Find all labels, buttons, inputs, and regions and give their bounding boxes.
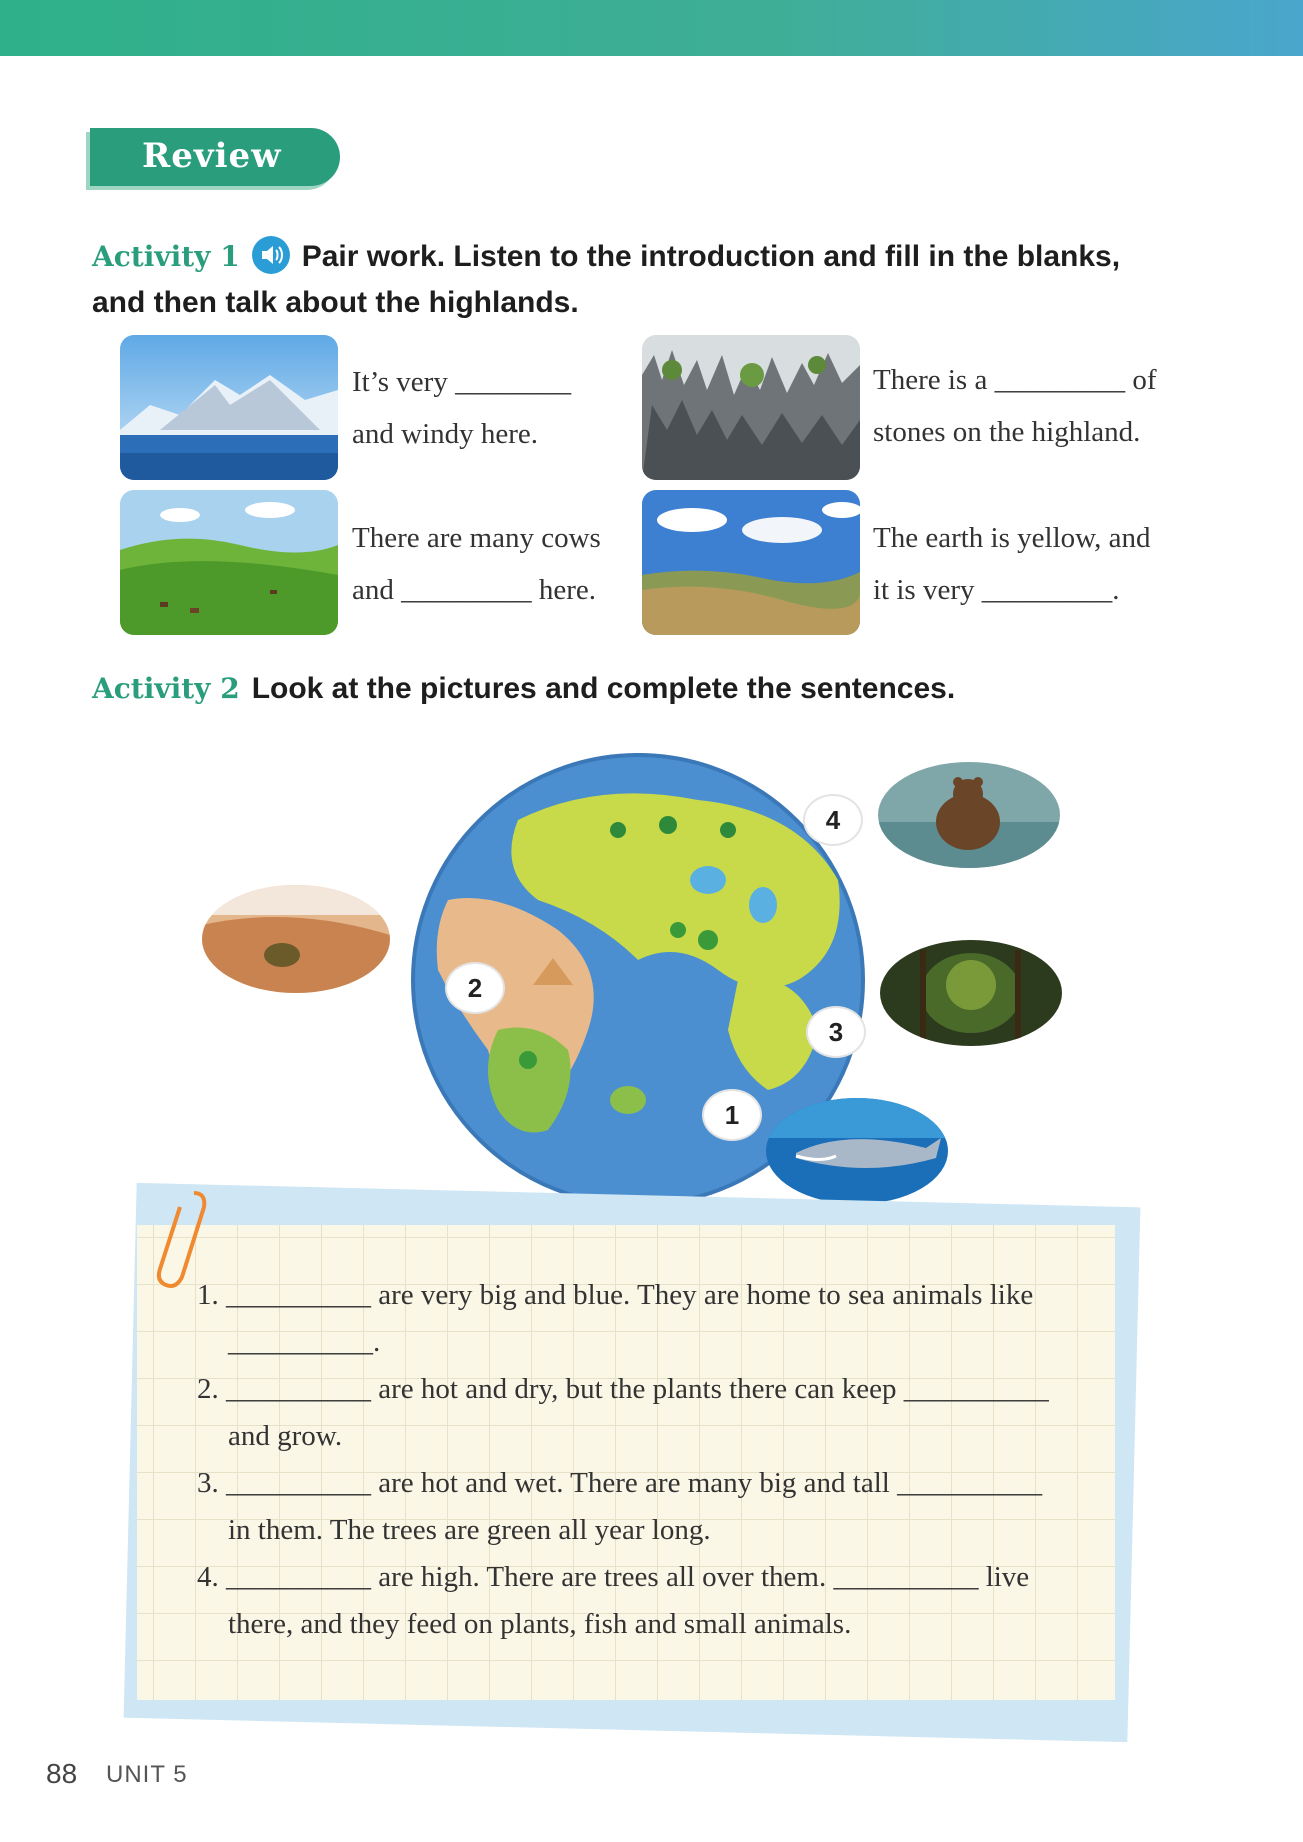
- desert-photo: [202, 885, 390, 993]
- bubble-1: 1: [702, 1089, 762, 1141]
- item2-line1: There is a _________ of: [873, 364, 1157, 396]
- sentence-1-line1: [197, 1272, 1033, 1319]
- activity1-heading: [92, 234, 1120, 280]
- sentence-4-text: __________ are high. There are trees all over them. __________ live: [226, 1561, 1030, 1593]
- sentence-1-text: __________ are very big and blue. They are home to sea animals like: [226, 1279, 1034, 1311]
- bubble-3: 3: [806, 1006, 866, 1058]
- activity1-instruction-line1: Pair work. Listen to the introduction and fill in the blanks,: [301, 240, 1121, 273]
- sentence-1-line2: __________.: [228, 1326, 381, 1358]
- review-heading-tab: [90, 128, 340, 186]
- activity1-instruction-line2: and then talk about the highlands.: [92, 286, 579, 319]
- sentence-2-line1: [197, 1366, 1049, 1413]
- bubble-2: 2: [445, 962, 505, 1014]
- activity2-label: Activity 2: [92, 672, 240, 705]
- rainforest-photo: [880, 940, 1062, 1046]
- bear-photo: [878, 762, 1060, 868]
- page-number: 88: [46, 1758, 78, 1789]
- grassland-cows-photo: [120, 490, 338, 635]
- item4-line1: The earth is yellow, and: [873, 522, 1151, 554]
- review-label: Review: [142, 136, 282, 176]
- sentence-4-line1: [197, 1554, 1029, 1601]
- sentence-3-text: __________ are hot and wet. There are many big and tall __________: [226, 1467, 1043, 1499]
- sentence-1-number: 1.: [197, 1279, 219, 1311]
- sentence-4-number: 4.: [197, 1561, 219, 1593]
- snowy-mountain-photo: [120, 335, 338, 480]
- sentence-4-line2: there, and they feed on plants, fish and small animals.: [228, 1608, 852, 1640]
- loess-plateau-photo: [642, 490, 860, 635]
- sentence-3-line2: in them. The trees are green all year long.: [228, 1514, 711, 1546]
- activity1-label: Activity 1: [92, 240, 240, 273]
- item1-line1: It’s very ________: [352, 366, 572, 398]
- item4-line2: it is very _________.: [873, 574, 1120, 606]
- shark-photo: [766, 1098, 948, 1204]
- stone-forest-photo: [642, 335, 860, 480]
- sentence-2-text: __________ are hot and dry, but the plants there can keep __________: [226, 1373, 1049, 1405]
- activity2-heading: [92, 666, 955, 712]
- bubble-4: 4: [803, 794, 863, 846]
- sentence-3-line1: [197, 1460, 1042, 1507]
- item3-line2: and _________ here.: [352, 574, 597, 606]
- top-color-bar: [0, 0, 1303, 56]
- sentence-3-number: 3.: [197, 1467, 219, 1499]
- sentence-2-number: 2.: [197, 1373, 219, 1405]
- activity2-instruction: Look at the pictures and complete the sentences.: [251, 672, 956, 705]
- item2-line2: stones on the highland.: [873, 416, 1141, 448]
- sentence-2-line2: and grow.: [228, 1420, 343, 1452]
- item3-line1: There are many cows: [352, 522, 601, 554]
- audio-speaker-icon[interactable]: [252, 236, 290, 274]
- item1-line2: and windy here.: [352, 418, 539, 450]
- unit-label: UNIT 5: [106, 1761, 188, 1788]
